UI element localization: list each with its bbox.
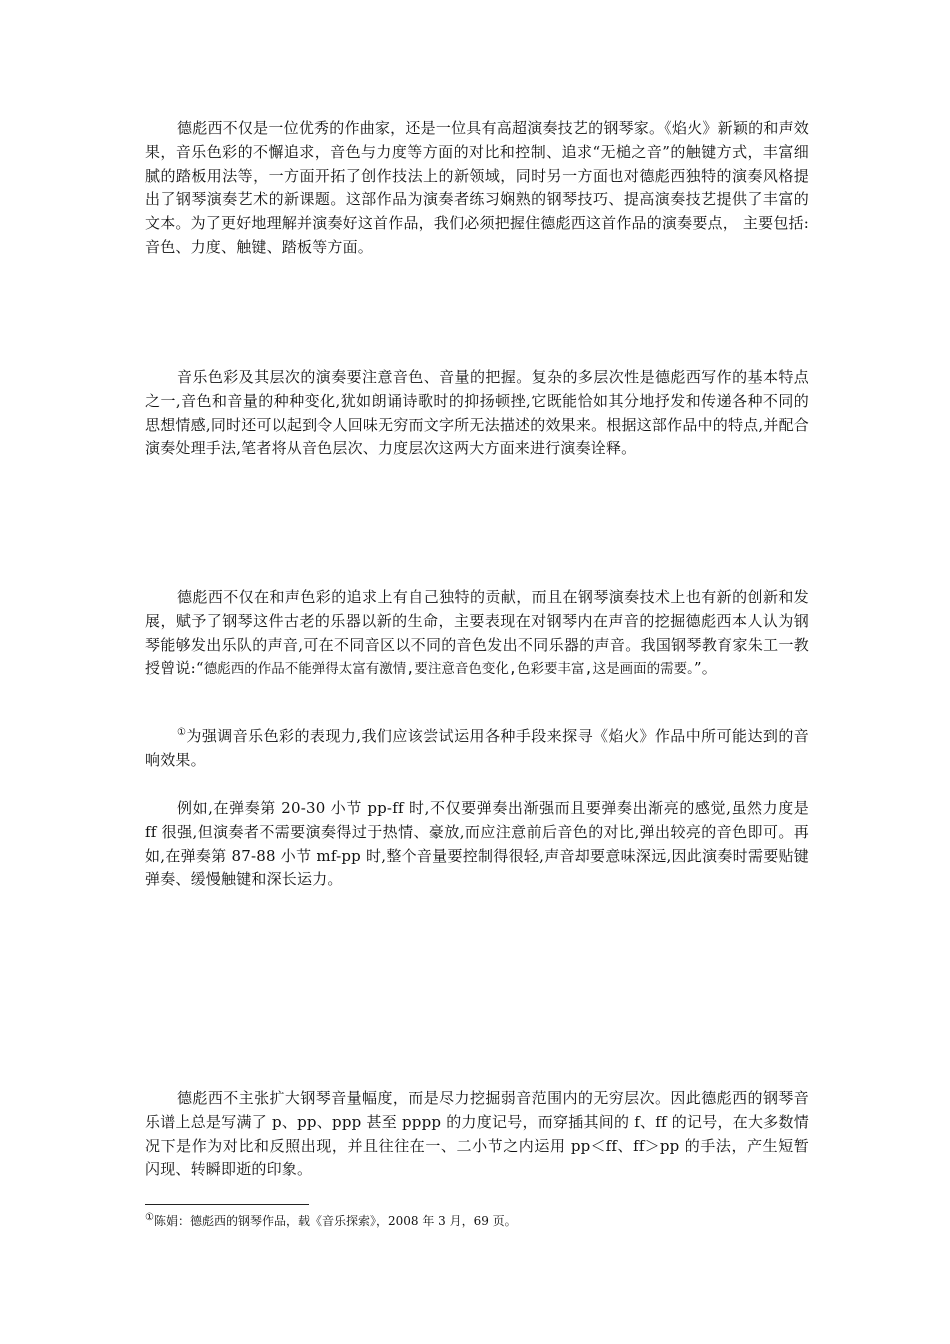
paragraph-4 bbox=[145, 725, 809, 773]
paragraph-3 bbox=[145, 586, 809, 682]
paragraph-4-text: 为强调音乐色彩的表现力,我们应该尝试运用各种手段来探寻《焰火》作品中所可能达到的音响效果。 bbox=[145, 727, 809, 769]
footnote-divider bbox=[145, 1204, 309, 1205]
paragraph-5-text: 例如,在弹奏第 20-30 小节 pp-ff 时,不仅要弹奏出渐强而且要弹奏出渐亮的感觉,虽然力度是 ff 很强,但演奏者不需要演奏得过于热情、豪放,而应注意前后音色的对比,弹出较亮的音色即可。再如,在弹奏第 87-88 小节 mf-pp 时,整个音量要控制得很轻,声音却要意味深远,因此演奏时需要贴键弹奏、缓慢触键和深长运力。 bbox=[145, 799, 809, 889]
paragraph-2 bbox=[145, 366, 809, 461]
paragraph-6 bbox=[145, 1087, 809, 1182]
paragraph-3-after: ”。 bbox=[693, 659, 717, 678]
paragraph-1 bbox=[145, 117, 809, 260]
paragraph-3-quote: 德彪西的作品不能弹得太富有激情,要注意音色变化,色彩要丰富,这是画面的需要。 bbox=[203, 661, 694, 678]
footnote-text: 陈娟：德彪西的钢琴作品，载《音乐探索》，2008 年 3 月，69 页。 bbox=[153, 1214, 517, 1228]
paragraph-5 bbox=[145, 797, 809, 892]
footnote-reference-marker: ① bbox=[177, 727, 187, 738]
footnote-marker: ① bbox=[145, 1212, 154, 1223]
paragraph-2-text: 音乐色彩及其层次的演奏要注意音色、音量的把握。复杂的多层次性是德彪西写作的基本特点之一,音色和音量的种种变化,犹如朗诵诗歌时的抑扬顿挫,它既能恰如其分地抒发和传递各种不同的思想情感,同时还可以起到令人回味无穷而文字所无法描述的效果来。根据这部作品中的特点,并配合演奏处理手法,笔者将从音色层次、力度层次这两大方面来进行演奏诠释。 bbox=[145, 368, 809, 458]
paragraph-6-text: 德彪西不主张扩大钢琴音量幅度，而是尽力挖掘弱音范围内的无穷层次。因此德彪西的钢琴音乐谱上总是写满了 p、pp、ppp 甚至 pppp 的力度记号，而穿插其间的 f、ff 的记号，在大多数情况下是作为对比和反照出现，并且往往在一、二小节之内运用 pp＜ff、ff＞pp 的手法，产生短暂闪现、转瞬即逝的印象。 bbox=[145, 1089, 809, 1179]
paragraph-1-text: 德彪西不仅是一位优秀的作曲家，还是一位具有高超演奏技艺的钢琴家。《焰火》新颖的和声效果，音乐色彩的不懈追求，音色与力度等方面的对比和控制、追求“无槌之音”的触键方式，丰富细腻的踏板用法等，一方面开拓了创作技法上的新领域，同时另一方面也对德彪西独特的演奏风格提出了钢琴演奏艺术的新课题。这部作品为演奏者练习娴熟的钢琴技巧、提高演奏技艺提供了丰富的文本。为了更好地理解并演奏好这首作品，我们必须把握住德彪西这首作品的演奏要点， 主要包括:音色、力度、触键、踏板等方面。 bbox=[145, 119, 809, 256]
paragraph-3-text: 德彪西不仅在和声色彩的追求上有自己独特的贡献，而且在钢琴演奏技术上也有新的创新和发展，赋予了钢琴这件古老的乐器以新的生命，主要表现在对钢琴内在声音的挖掘德彪西本人认为钢琴能够发出乐队的声音,可在不同音区以不同的音色发出不同乐器的声音。我国钢琴教育家朱工一教授曾说:“ bbox=[145, 588, 809, 678]
footnote bbox=[145, 1212, 809, 1230]
